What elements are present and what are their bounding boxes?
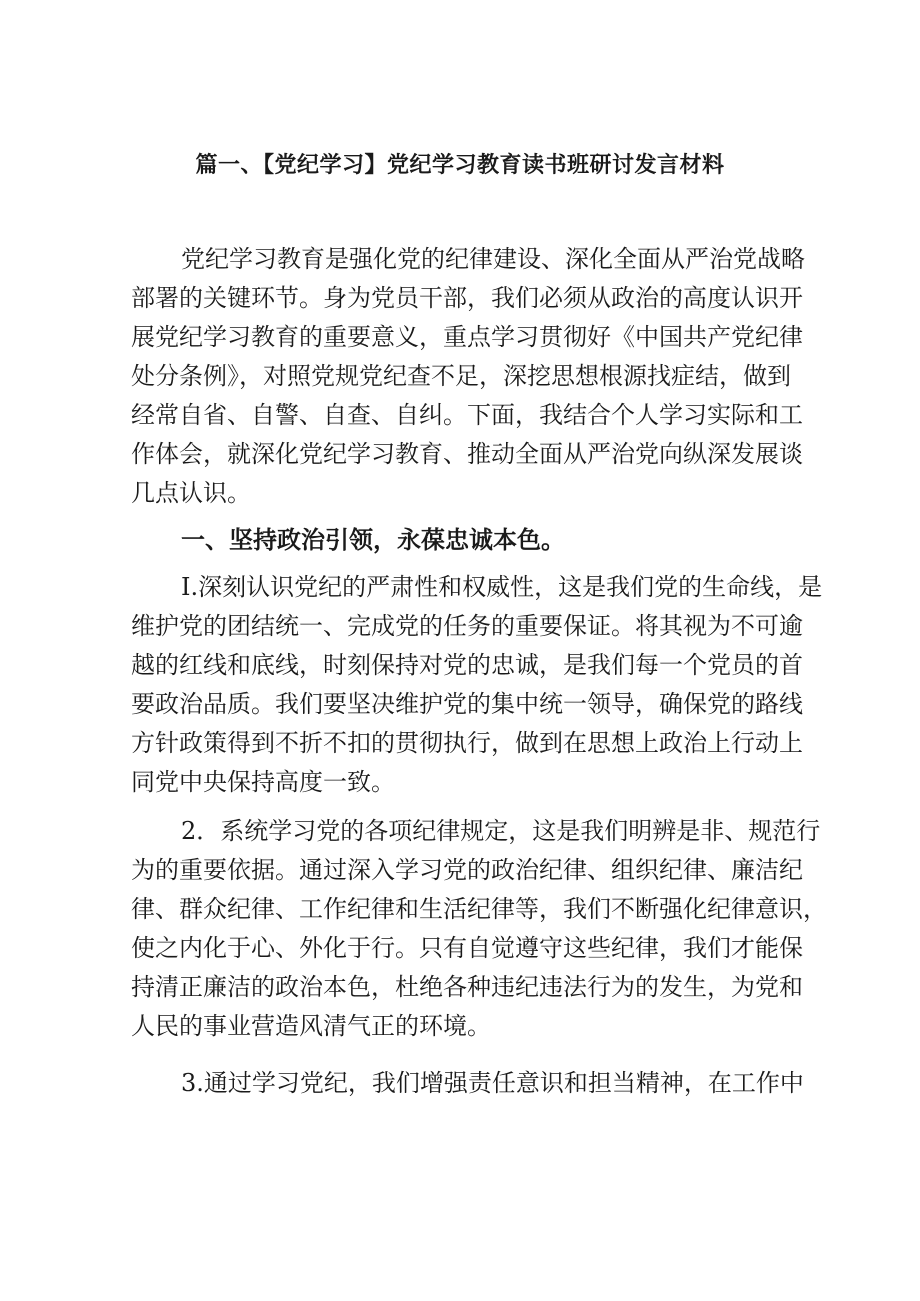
paragraph-line: 经常自省、自警、自查、自纠。下面，我结合个人学习实际和工 [131,401,803,429]
paragraph-3 [131,1064,804,1103]
paragraph-line: 人民的事业营造风清气正的环境。 [131,1012,491,1040]
paragraph-line: 使之内化于心、外化于行。只有自觉遵守这些纪律，我们才能保 [131,934,803,962]
paragraph-2 [131,812,827,1046]
paragraph-line: 要政治品质。我们要坚决维护党的集中统一领导，确保党的路线 [131,690,803,718]
paragraph-line: 3.通过学习党纪，我们增强责任意识和担当精神，在工作中 [181,1069,804,1097]
paragraph-line: 律、群众纪律、工作纪律和生活纪律等，我们不断强化纪律意识， [131,895,827,923]
paragraph-line: 党纪学习教育是强化党的纪律建设、深化全面从严治党战略 [181,245,805,273]
section-heading: 一、坚持政治引领，永葆忠诚本色。 [181,526,565,554]
paragraph-line: 作体会，就深化党纪学习教育、推动全面从严治党向纵深发展谈 [131,440,803,468]
paragraph-line: 维护党的团结统一、完成党的任务的重要保证。将其视为不可逾 [131,612,803,640]
paragraph-line: 同党中央保持高度一致。 [131,768,395,796]
document-body [131,240,827,1103]
paragraph-1 [131,568,823,802]
paragraph-line: 2．系统学习党的各项纪律规定，这是我们明辨是非、规范行 [181,817,821,845]
paragraph-line: 几点认识。 [131,479,251,507]
paragraph-line: 持清正廉洁的政治本色，杜绝各种违纪违法行为的发生，为党和 [131,973,803,1001]
paragraph-line: I.深刻认识党纪的严肃性和权威性，这是我们党的生命线，是 [181,573,823,601]
document-title: 篇一、【党纪学习】党纪学习教育读书班研讨发言材料 [195,153,725,178]
paragraph-line: 越的红线和底线，时刻保持对党的忠诚，是我们每一个党员的首 [131,651,803,679]
paragraph-line: 方针政策得到不折不扣的贯彻执行，做到在思想上政治上行动上 [131,729,803,757]
intro-paragraph [131,240,805,513]
paragraph-line: 处分条例》，对照党规党纪查不足，深挖思想根源找症结，做到 [131,362,791,390]
paragraph-line: 展党纪学习教育的重要意义，重点学习贯彻好《中国共产党纪律 [131,323,803,351]
paragraph-line: 为的重要依据。通过深入学习党的政治纪律、组织纪律、廉洁纪 [131,856,803,884]
paragraph-line: 部署的关键环节。身为党员干部，我们必须从政治的高度认识开 [131,284,803,312]
